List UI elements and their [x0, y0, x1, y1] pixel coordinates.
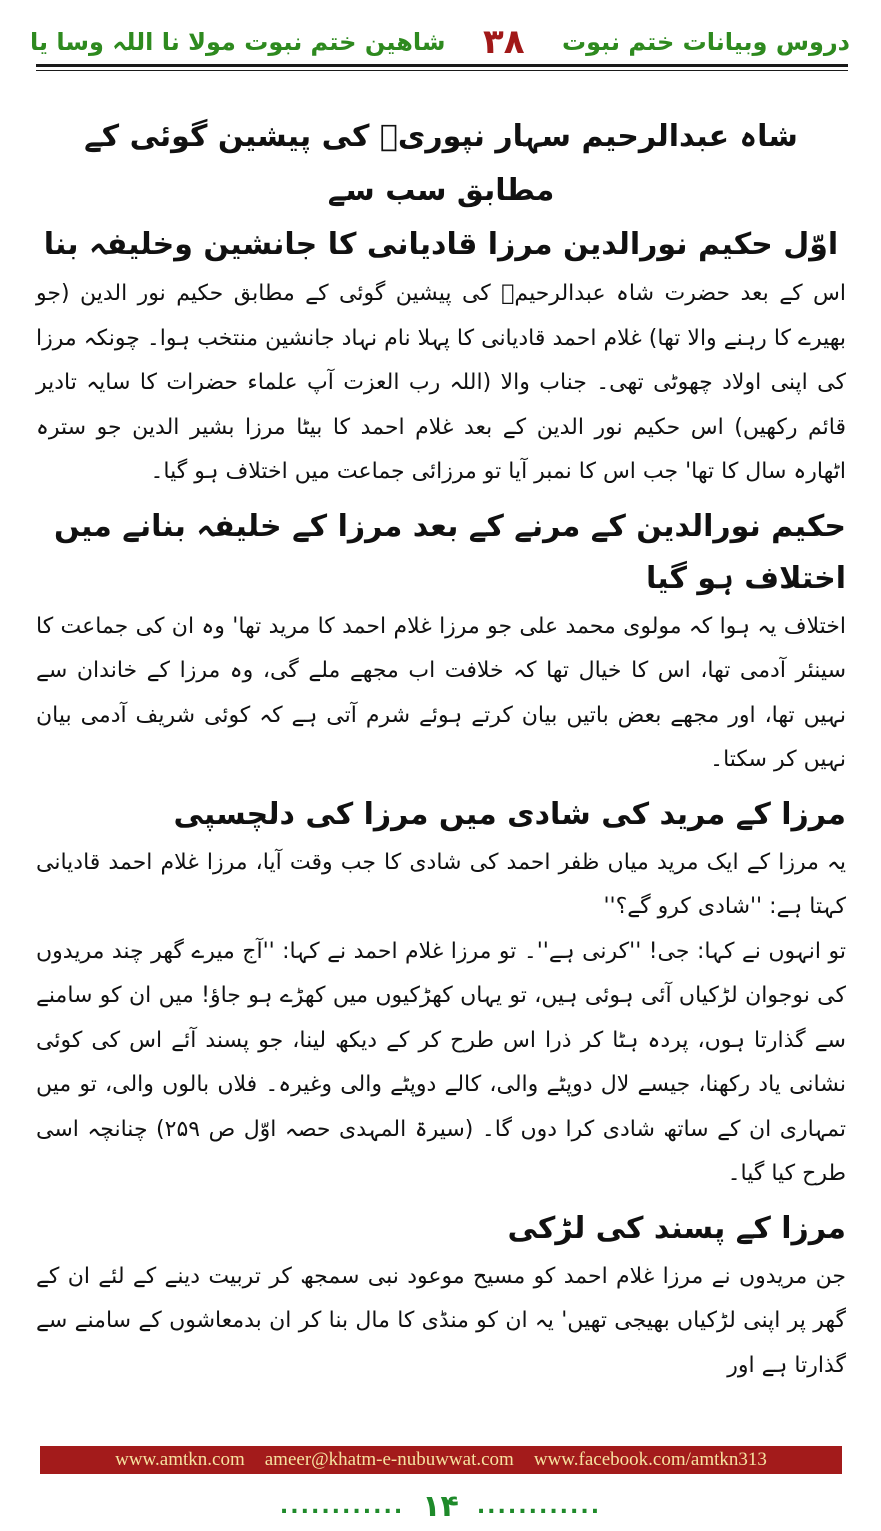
page-number: ۱۴ [422, 1488, 459, 1524]
book-title: دروس وبیانات ختم نبوت [562, 28, 850, 56]
main-title-line1: شاہ عبدالرحیم سہار نپوریؒ کی پیشین گوئی کے مطابق سب سے [84, 119, 798, 208]
paragraph-2: اختلاف یہ ہوا کہ مولوی محمد علی جو مرزا غلام احمد کا مرید تھا' وہ ان کی جماعت کا سینئر آدمی تھا، اس کا خیال تھا کہ خلافت اب مجھے ملے گی، وہ مرزا کے خاندان سے نہیں تھا، اور مجھے بعض باتیں بیان کرتے ہوئے شرم آتی ہے کہ کوئی شریف آدمی بیان نہیں کر سکتا۔ [36, 613, 846, 772]
dots-left: ............ [279, 1493, 405, 1519]
header-rule-thin [36, 70, 848, 71]
header-page-number: ۳۸ [482, 22, 525, 62]
email-link[interactable]: ameer@khatm-e-nubuwwat.com [264, 1449, 514, 1470]
paragraph-3: یہ مرزا کے ایک مرید میاں ظفر احمد کی شادی کا جب وقت آیا، مرزا غلام احمد قادیانی کہتا ہے: ''شادی کرو گے؟'' [36, 849, 846, 919]
paragraph-1: اس کے بعد حضرت شاہ عبدالرحیمؒ کی پیشین گوئی کے مطابق حکیم نور الدین (جو بھیرے کا رہنے والا تھا) غلام احمد قادیانی کا پہلا نام نہاد جانشین منتخب ہوا۔ چونکہ مرزا کی اپنی اولاد چھوٹی تھی۔ جناب والا (اللہ رب العزت آپ علماء حضرات کا سایہ تادیر قائم رکھیں) اس حکیم نور الدین کے بعد غلام احمد کا بیٹا مرزا بشیر الدین جو سترہ اٹھارہ سال کا تھا' جب اس کا نمبر آیا تو مرزائی جماعت میں اختلاف ہو گیا۔ [36, 281, 846, 484]
paragraph-5: جن مریدوں نے مرزا غلام احمد کو مسیح موعود نبی سمجھ کر تربیت دینے کے لئے ان کے گھر پر اپنی لڑکیاں بھیجی تھیں' یہ ان کو منڈی کا مال بنا کر ان بدمعاشوں کے سامنے سے گذارتا ہے اور [36, 1263, 846, 1378]
main-title [36, 110, 846, 272]
section-heading-marriage: مرزا کے مرید کی شادی میں مرزا کی دلچسپی [173, 796, 846, 832]
paragraph-4: تو انہوں نے کہا: جی! ''کرنی ہے''۔ تو مرزا غلام احمد نے کہا: ''آج میرے گھر چند مریدوں کی نوجوان لڑکیاں آئی ہوئی ہیں، تو یہاں کھڑکیوں میں کھڑے ہو جاؤ! میں ان کو سامنے سے گذارتا ہوں، پردہ ہٹا کر ذرا اس طرح کر کے دیکھ لینا، جو پسند آئے اس کی کوئی نشانی یاد رکھنا، جیسے لال دوپٹے والی، کالے دوپٹے والی وغیرہ۔ فلاں بالوں والی، تو میں تمہاری ان کے ساتھ شادی کرا دوں گا۔ (سیرۃ المہدی حصہ اوّل ص ۲۵۹) چنانچہ اسی طرح کیا گیا۔ [36, 938, 846, 1186]
dots-right: ............ [476, 1493, 602, 1519]
article-body [36, 110, 846, 1388]
footer-bar [40, 1446, 842, 1474]
main-title-line2: اوّل حکیم نورالدین مرزا قادیانی کا جانشین وخلیفہ بنا [43, 227, 839, 262]
website-link[interactable]: www.amtkn.com [115, 1449, 245, 1470]
section-heading-succession: حکیم نورالدین کے مرنے کے بعد مرزا کے خلیفہ بنانے میں اختلاف ہو گیا [54, 508, 846, 596]
facebook-link[interactable]: www.facebook.com/amtkn313 [533, 1449, 767, 1470]
page-header [30, 22, 850, 62]
section-heading-choice: مرزا کے پسند کی لڑکی [507, 1210, 846, 1246]
series-name: شاهین ختم نبوت مولا نا اللہ وسا یا [30, 28, 446, 56]
header-rule-thick [36, 64, 848, 67]
page-number-bar [0, 1486, 881, 1526]
